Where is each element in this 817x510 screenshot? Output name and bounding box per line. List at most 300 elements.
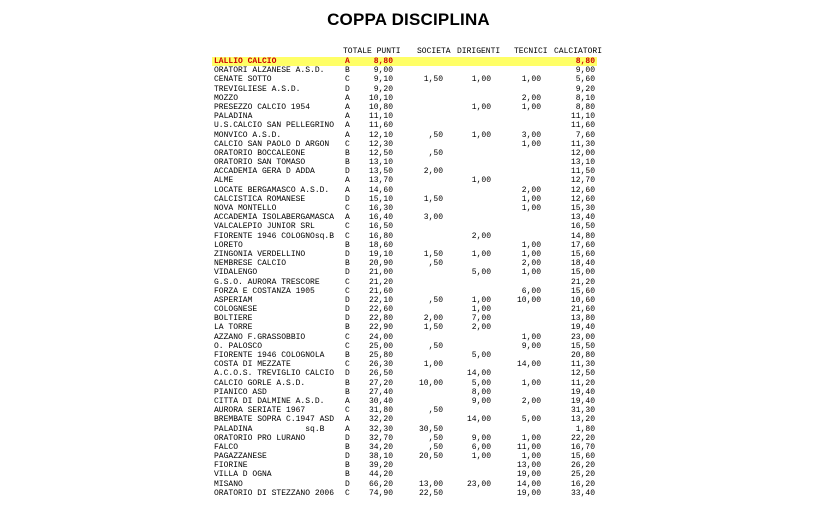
total-points: 22,60: [368, 305, 393, 315]
total-points: 8,80: [373, 57, 393, 66]
calciatori-points: 15,50: [570, 341, 595, 351]
group-letter: A: [345, 176, 350, 186]
tecnici-points: 14,00: [516, 360, 541, 370]
table-row-highlighted: [0, 57, 817, 66]
group-letter: C: [345, 139, 350, 149]
group-letter: B: [345, 148, 350, 158]
group-letter: B: [345, 442, 350, 452]
table-row: [0, 480, 817, 489]
total-points: 34,20: [368, 442, 393, 452]
dirigenti-points: 2,00: [471, 323, 491, 333]
team-name: AZZANO F.GRASSOBBIO: [214, 332, 306, 342]
team-name: CALCISTICA ROMANESE: [214, 194, 306, 204]
group-letter: D: [345, 268, 350, 278]
team-name: CITTA DI DALMINE A.S.D.: [214, 396, 325, 406]
team-name: LORETO: [214, 240, 243, 250]
group-letter: A: [345, 213, 350, 223]
table-row: [0, 149, 817, 158]
table-row: [0, 85, 817, 94]
team-name: MISANO: [214, 479, 243, 489]
calciatori-points: 5,60: [575, 75, 595, 85]
calciatori-points: 14,80: [570, 231, 595, 241]
calciatori-points: 13,20: [570, 415, 595, 425]
calciatori-points: 12,50: [570, 369, 595, 379]
group-letter: B: [345, 387, 350, 397]
societa-points: 1,50: [423, 194, 443, 204]
header-calciatori: CALCIATORI: [554, 47, 603, 56]
total-points: 39,20: [368, 461, 393, 471]
table-row: [0, 278, 817, 287]
team-name: MOZZO: [214, 93, 239, 103]
group-letter: C: [345, 286, 350, 296]
table-row: [0, 434, 817, 443]
group-letter: D: [345, 452, 350, 462]
table-row: [0, 250, 817, 259]
group-letter: C: [345, 75, 350, 85]
tecnici-points: 19,00: [516, 488, 541, 498]
group-letter: A: [345, 415, 350, 425]
table-row: [0, 360, 817, 369]
team-name: AURORA SERIATE 1967: [214, 406, 306, 416]
header-dirigenti: DIRIGENTI: [457, 47, 501, 56]
total-points: 74,90: [368, 488, 393, 498]
calciatori-points: 11,20: [570, 378, 595, 388]
total-points: 24,00: [368, 332, 393, 342]
team-name: ORATORIO DI STEZZANO 2006: [214, 488, 335, 498]
table-row: [0, 351, 817, 360]
table-row: [0, 66, 817, 75]
total-points: 32,70: [368, 433, 393, 443]
total-points: 12,30: [368, 139, 393, 149]
calciatori-points: 13,40: [570, 213, 595, 223]
header-tecnici: TECNICI: [514, 47, 548, 56]
total-points: 16,50: [368, 222, 393, 232]
group-letter: B: [345, 158, 350, 168]
team-name: ORATORIO BOCCALEONE: [214, 148, 306, 158]
calciatori-points: 16,70: [570, 442, 595, 452]
calciatori-points: 15,60: [570, 452, 595, 462]
tecnici-points: 2,00: [521, 185, 541, 195]
team-name: LALLIO CALCIO: [214, 57, 277, 66]
total-points: 9,20: [373, 84, 393, 94]
total-points: 12,10: [368, 130, 393, 140]
header-societa: SOCIETA: [417, 47, 451, 56]
group-letter: C: [345, 341, 350, 351]
dirigenti-points: 1,00: [471, 75, 491, 85]
total-points: 21,00: [368, 268, 393, 278]
table-row: [0, 379, 817, 388]
societa-points: 1,00: [423, 360, 443, 370]
calciatori-points: 15,60: [570, 249, 595, 259]
total-points: 18,60: [368, 240, 393, 250]
table-row: [0, 94, 817, 103]
tecnici-points: 13,00: [516, 461, 541, 471]
calciatori-points: 10,60: [570, 295, 595, 305]
tecnici-points: 10,00: [516, 295, 541, 305]
team-name: ORATORI ALZANESE A.S.D.: [214, 66, 325, 76]
group-letter: C: [345, 231, 350, 241]
calciatori-points: 15,30: [570, 204, 595, 213]
group-letter: D: [345, 295, 350, 305]
dirigenti-points: 1,00: [471, 295, 491, 305]
tecnici-points: 9,00: [521, 341, 541, 351]
calciatori-points: 12,60: [570, 185, 595, 195]
group-letter: D: [345, 479, 350, 489]
societa-points: 2,00: [423, 314, 443, 324]
tecnici-points: 1,00: [521, 204, 541, 213]
table-row: [0, 268, 817, 277]
tecnici-points: 2,00: [521, 93, 541, 103]
calciatori-points: 8,80: [575, 102, 595, 112]
calciatori-points: 21,20: [570, 277, 595, 287]
total-points: 22,90: [368, 323, 393, 333]
team-name: ACCADEMIA GERA D ADDA: [214, 167, 315, 177]
table-row: [0, 241, 817, 250]
tecnici-points: 1,00: [521, 240, 541, 250]
team-name: FIORENTE 1946 COLOGNOLA: [214, 351, 325, 360]
total-points: 16,30: [368, 204, 393, 213]
team-name: TREVIGLIESE A.S.D.: [214, 84, 301, 94]
dirigenti-points: 9,00: [471, 396, 491, 406]
total-points: 44,20: [368, 470, 393, 480]
dirigenti-points: 7,00: [471, 314, 491, 324]
dirigenti-points: 6,00: [471, 442, 491, 452]
team-name: ZINGONIA VERDELLINO: [214, 249, 306, 259]
table-row: [0, 388, 817, 397]
total-points: 38,10: [368, 452, 393, 462]
table-row: [0, 369, 817, 378]
calciatori-points: 19,40: [570, 387, 595, 397]
calciatori-points: 9,20: [575, 84, 595, 94]
calciatori-points: 11,10: [570, 112, 595, 122]
team-name: G.S.O. AURORA TRESCORE: [214, 277, 320, 287]
calciatori-points: 19,40: [570, 323, 595, 333]
team-name: ACCADEMIA ISOLABERGAMASCA: [214, 213, 335, 223]
team-name: MONVICO A.S.D.: [214, 130, 282, 140]
team-name: COLOGNESE: [214, 305, 258, 315]
dirigenti-points: 1,00: [471, 305, 491, 315]
group-letter: C: [345, 406, 350, 416]
group-letter: C: [345, 277, 350, 287]
total-points: 15,10: [368, 194, 393, 204]
table-row: [0, 305, 817, 314]
total-points: 9,00: [373, 66, 393, 76]
table-row: [0, 443, 817, 452]
team-name: CALCIO GORLE A.S.D.: [214, 378, 306, 388]
team-name: FIORENTE 1946 COLOGNOsq.B: [214, 231, 335, 241]
total-points: 14,60: [368, 185, 393, 195]
calciatori-points: 19,40: [570, 396, 595, 406]
total-points: 9,10: [373, 75, 393, 85]
team-name: CENATE SOTTO: [214, 75, 272, 85]
group-letter: A: [345, 185, 350, 195]
total-points: 11,10: [368, 112, 393, 122]
tecnici-points: 1,00: [521, 75, 541, 85]
team-name: NOVA MONTELLO: [214, 204, 277, 213]
team-name: ASPERIAM: [214, 295, 253, 305]
group-letter: A: [345, 112, 350, 122]
table-row: [0, 204, 817, 213]
group-letter: B: [345, 470, 350, 480]
calciatori-points: 15,60: [570, 286, 595, 296]
calciatori-points: 21,60: [570, 305, 595, 315]
societa-points: 10,00: [418, 378, 443, 388]
calciatori-points: 1,80: [575, 424, 595, 434]
team-name: ALME: [214, 176, 234, 186]
societa-points: 30,50: [418, 424, 443, 434]
table-row: [0, 259, 817, 268]
group-letter: D: [345, 194, 350, 204]
table-row: [0, 296, 817, 305]
team-name: ORATORIO PRO LURANO: [214, 433, 306, 443]
total-points: 30,40: [368, 396, 393, 406]
dirigenti-points: 1,00: [471, 249, 491, 259]
tecnici-points: 1,00: [521, 378, 541, 388]
calciatori-points: 33,40: [570, 488, 595, 498]
group-letter: D: [345, 249, 350, 259]
table-row: [0, 131, 817, 140]
dirigenti-points: 14,00: [466, 415, 491, 425]
societa-points: 1,50: [423, 323, 443, 333]
total-points: 66,20: [368, 479, 393, 489]
table-row: [0, 415, 817, 424]
group-letter: B: [345, 240, 350, 250]
tecnici-points: 2,00: [521, 259, 541, 269]
table-row: [0, 397, 817, 406]
total-points: 32,30: [368, 424, 393, 434]
calciatori-points: 12,60: [570, 194, 595, 204]
table-row: [0, 186, 817, 195]
total-points: 10,80: [368, 102, 393, 112]
total-points: 32,20: [368, 415, 393, 425]
total-points: 26,30: [368, 360, 393, 370]
tecnici-points: 1,00: [521, 268, 541, 278]
tecnici-points: 14,00: [516, 479, 541, 489]
tecnici-points: 1,00: [521, 249, 541, 259]
team-name: ORATORIO SAN TOMASO: [214, 158, 306, 168]
team-name: PRESEZZO CALCIO 1954: [214, 102, 311, 112]
calciatori-points: 11,60: [570, 121, 595, 131]
total-points: 12,50: [368, 148, 393, 158]
tecnici-points: 1,00: [521, 139, 541, 149]
group-letter: B: [345, 461, 350, 471]
team-name: A.C.O.S. TREVIGLIO CALCIO: [214, 369, 335, 379]
group-letter: C: [345, 488, 350, 498]
table-row: [0, 489, 817, 498]
group-letter: A: [345, 130, 350, 140]
dirigenti-points: 14,00: [466, 369, 491, 379]
table-row: [0, 323, 817, 332]
table-row: [0, 158, 817, 167]
societa-points: ,50: [428, 341, 443, 351]
societa-points: 13,00: [418, 479, 443, 489]
team-name: VIDALENGO: [214, 268, 258, 278]
dirigenti-points: 5,00: [471, 378, 491, 388]
tecnici-points: 1,00: [521, 194, 541, 204]
total-points: 22,10: [368, 295, 393, 305]
team-name: FALCO: [214, 442, 239, 452]
calciatori-points: 31,30: [570, 406, 595, 416]
tecnici-points: 1,00: [521, 452, 541, 462]
tecnici-points: 1,00: [521, 433, 541, 443]
societa-points: 2,00: [423, 167, 443, 177]
total-points: 21,60: [368, 286, 393, 296]
total-points: 13,10: [368, 158, 393, 168]
table-row: [0, 213, 817, 222]
table-row: [0, 103, 817, 112]
group-letter: C: [345, 360, 350, 370]
table-row: [0, 140, 817, 149]
table-row: [0, 314, 817, 323]
standings-table: [0, 57, 817, 498]
table-row: [0, 452, 817, 461]
team-name: O. PALOSCO: [214, 341, 263, 351]
tecnici-points: 19,00: [516, 470, 541, 480]
team-name: FORZA E COSTANZA 1905: [214, 286, 315, 296]
total-points: 21,20: [368, 277, 393, 287]
calciatori-points: 11,30: [570, 360, 595, 370]
team-name: PALADINA sq.B: [214, 424, 325, 434]
societa-points: ,50: [428, 433, 443, 443]
dirigenti-points: 1,00: [471, 102, 491, 112]
calciatori-points: 13,80: [570, 314, 595, 324]
societa-points: 1,50: [423, 249, 443, 259]
group-letter: D: [345, 369, 350, 379]
total-points: 25,00: [368, 341, 393, 351]
total-points: 27,20: [368, 378, 393, 388]
team-name: VALCALEPIO JUNIOR SRL: [214, 222, 315, 232]
total-points: 31,80: [368, 406, 393, 416]
team-name: COSTA DI MEZZATE: [214, 360, 291, 370]
table-row: [0, 75, 817, 84]
dirigenti-points: 23,00: [466, 479, 491, 489]
calciatori-points: 9,00: [575, 66, 595, 76]
page-title: COPPA DISCIPLINA: [327, 10, 490, 29]
societa-points: 1,50: [423, 75, 443, 85]
tecnici-points: 5,00: [521, 415, 541, 425]
team-name: PALADINA: [214, 112, 253, 122]
tecnici-points: 6,00: [521, 286, 541, 296]
group-letter: C: [345, 332, 350, 342]
calciatori-points: 15,00: [570, 268, 595, 278]
group-letter: D: [345, 167, 350, 177]
societa-points: 22,50: [418, 488, 443, 498]
team-name: U.S.CALCIO SAN PELLEGRINO: [214, 121, 335, 131]
table-row: [0, 195, 817, 204]
group-letter: D: [345, 314, 350, 324]
group-letter: B: [345, 66, 350, 76]
total-points: 25,80: [368, 351, 393, 360]
table-row: [0, 232, 817, 241]
group-letter: C: [345, 204, 350, 213]
calciatori-points: 12,00: [570, 148, 595, 158]
calciatori-points: 18,40: [570, 259, 595, 269]
team-name: VILLA D OGNA: [214, 470, 272, 480]
dirigenti-points: 5,00: [471, 351, 491, 360]
table-row: [0, 112, 817, 121]
table-row: [0, 333, 817, 342]
group-letter: D: [345, 84, 350, 94]
group-letter: A: [345, 424, 350, 434]
group-letter: A: [345, 57, 350, 66]
table-row: [0, 470, 817, 479]
calciatori-points: 13,10: [570, 158, 595, 168]
table-row: [0, 406, 817, 415]
calciatori-points: 20,80: [570, 351, 595, 360]
team-name: LA TORRE: [214, 323, 253, 333]
calciatori-points: 25,20: [570, 470, 595, 480]
team-name: PIANICO ASD: [214, 387, 267, 397]
group-letter: A: [345, 93, 350, 103]
table-row: [0, 461, 817, 470]
calciatori-points: 12,70: [570, 176, 595, 186]
dirigenti-points: 1,00: [471, 130, 491, 140]
total-points: 13,70: [368, 176, 393, 186]
group-letter: B: [345, 323, 350, 333]
total-points: 11,60: [368, 121, 393, 131]
total-points: 16,80: [368, 231, 393, 241]
table-row: [0, 287, 817, 296]
societa-points: ,50: [428, 148, 443, 158]
tecnici-points: 2,00: [521, 396, 541, 406]
team-name: NEMBRESE CALCIO: [214, 259, 287, 269]
tecnici-points: 11,00: [516, 442, 541, 452]
tecnici-points: 3,00: [521, 130, 541, 140]
team-name: CALCIO SAN PAOLO D ARGON: [214, 139, 330, 149]
table-row: [0, 342, 817, 351]
team-name: PAGAZZANESE: [214, 452, 267, 462]
table-row: [0, 167, 817, 176]
calciatori-points: 16,20: [570, 479, 595, 489]
group-letter: A: [345, 396, 350, 406]
total-points: 13,50: [368, 167, 393, 177]
group-letter: A: [345, 121, 350, 131]
group-letter: C: [345, 222, 350, 232]
table-row: [0, 425, 817, 434]
societa-points: 20,50: [418, 452, 443, 462]
table-row: [0, 121, 817, 130]
calciatori-points: 11,50: [570, 167, 595, 177]
societa-points: ,50: [428, 442, 443, 452]
calciatori-points: 8,80: [575, 57, 595, 66]
group-letter: D: [345, 305, 350, 315]
dirigenti-points: 2,00: [471, 231, 491, 241]
group-letter: B: [345, 259, 350, 269]
calciatori-points: 26,20: [570, 461, 595, 471]
total-points: 26,50: [368, 369, 393, 379]
societa-points: ,50: [428, 259, 443, 269]
calciatori-points: 23,00: [570, 332, 595, 342]
dirigenti-points: 8,00: [471, 387, 491, 397]
table-row: [0, 176, 817, 185]
societa-points: ,50: [428, 295, 443, 305]
table-header: [0, 47, 817, 57]
dirigenti-points: 1,00: [471, 452, 491, 462]
calciatori-points: 22,20: [570, 433, 595, 443]
societa-points: 3,00: [423, 213, 443, 223]
calciatori-points: 8,10: [575, 93, 595, 103]
total-points: 16,40: [368, 213, 393, 223]
group-letter: A: [345, 102, 350, 112]
calciatori-points: 16,50: [570, 222, 595, 232]
dirigenti-points: 1,00: [471, 176, 491, 186]
societa-points: ,50: [428, 130, 443, 140]
calciatori-points: 17,60: [570, 240, 595, 250]
societa-points: ,50: [428, 406, 443, 416]
team-name: BOLTIERE: [214, 314, 253, 324]
group-letter: B: [345, 351, 350, 360]
tecnici-points: 1,00: [521, 332, 541, 342]
